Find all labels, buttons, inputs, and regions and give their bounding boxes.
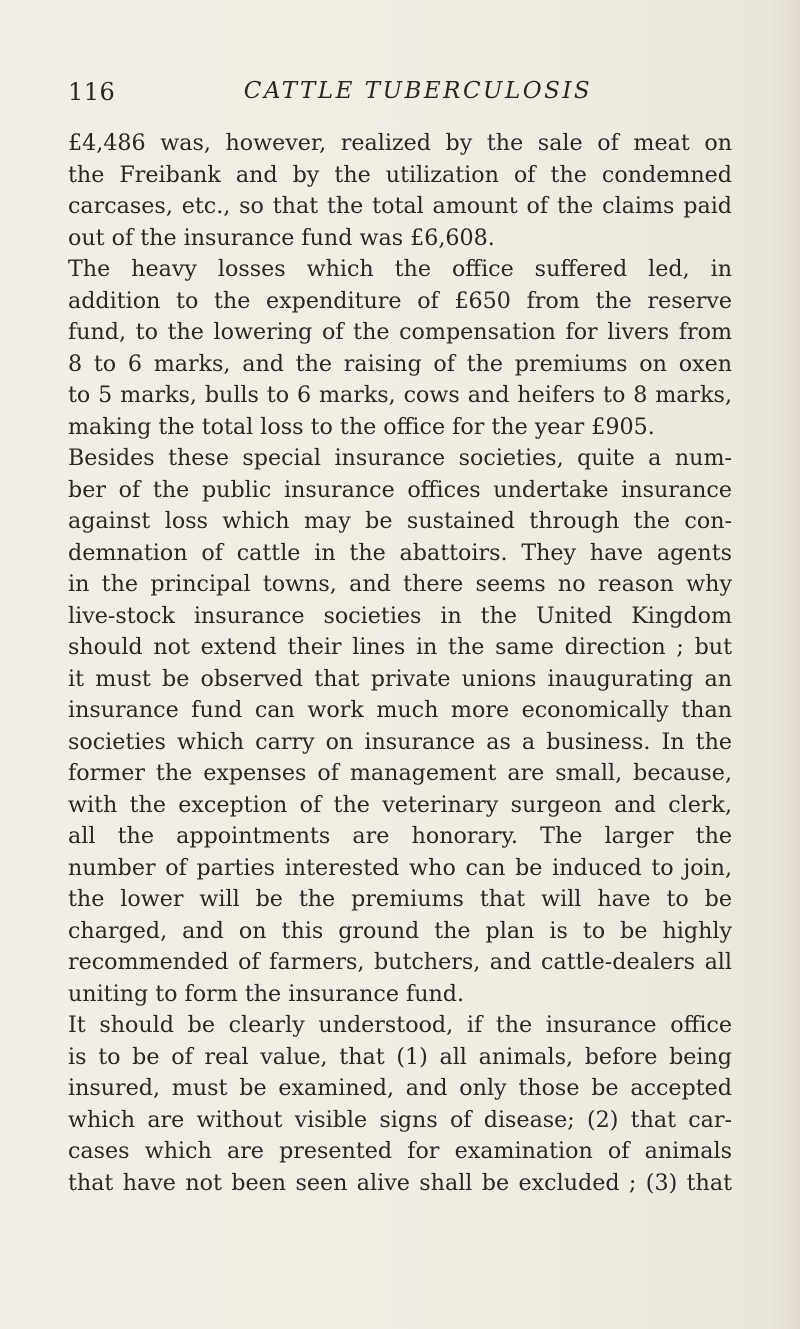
text-line: societies which carry on insurance as a business. In the — [68, 728, 732, 755]
text-line: former the expenses of management are small, because, — [68, 760, 732, 786]
text-line: recommended of farmers, butchers, and cattle-dealers all — [68, 949, 732, 975]
text-line: number of parties interested who can be induced to join, — [68, 854, 732, 881]
text-line: which are without visible signs of disease; (2) that car- — [68, 1106, 732, 1133]
text-line: with the exception of the veterinary surgeon and clerk, — [68, 791, 732, 818]
text-line: cases which are presented for examination of animals — [68, 1138, 732, 1164]
text-line: out of the insurance fund was £6,608. — [68, 224, 495, 251]
text-line: 8 to 6 marks, and the raising of the premiums on oxen — [68, 350, 732, 377]
text-line: ber of the public insurance offices undertake insurance — [68, 476, 732, 503]
text-line: charged, and on this ground the plan is to be highly — [68, 917, 732, 944]
text-line: carcases, etc., so that the total amount of the claims paid — [68, 193, 732, 219]
running-title: CATTLE TUBERCULOSIS — [243, 78, 593, 104]
text-line: should not extend their lines in the same direction ; but — [68, 634, 732, 660]
body-text — [68, 128, 732, 1199]
text-line: that have not been seen alive shall be excluded ; (3) that — [68, 1169, 732, 1196]
text-line: Besides these special insurance societies, quite a num- — [68, 445, 732, 471]
text-line: in the principal towns, and there seems no reason why — [68, 571, 732, 597]
text-line: addition to the expenditure of £650 from the reserve — [68, 287, 732, 314]
text-line: demnation of cattle in the abattoirs. They have agents — [68, 539, 732, 566]
page-header — [68, 78, 732, 112]
text-line: it must be observed that private unions inaugurating an — [68, 665, 732, 692]
text-line: is to be of real value, that (1) all animals, before being — [68, 1043, 732, 1070]
page-number: 116 — [68, 78, 116, 106]
text-line: The heavy losses which the office suffered led, in — [68, 256, 732, 282]
text-line: It should be clearly understood, if the insurance office — [68, 1012, 732, 1038]
page-edge-shadow — [770, 0, 800, 1329]
text-line: insured, must be examined, and only those be accepted — [68, 1075, 732, 1101]
text-line: against loss which may be sustained through the con- — [68, 508, 732, 534]
text-line: the lower will be the premiums that will have to be — [68, 886, 732, 912]
text-line: making the total loss to the office for the year £905. — [68, 413, 655, 440]
text-line: all the appointments are honorary. The larger the — [68, 823, 732, 849]
text-line: to 5 marks, bulls to 6 marks, cows and heifers to 8 marks, — [68, 382, 732, 408]
text-line: uniting to form the insurance fund. — [68, 980, 465, 1007]
text-line: the Freibank and by the utilization of the condemned — [68, 161, 732, 188]
text-line: live-stock insurance societies in the United Kingdom — [68, 602, 732, 629]
text-line: fund, to the lowering of the compensation for livers from — [68, 319, 732, 345]
text-line: insurance fund can work much more economically than — [68, 697, 732, 723]
text-line: £4,486 was, however, realized by the sale of meat on — [68, 130, 732, 156]
